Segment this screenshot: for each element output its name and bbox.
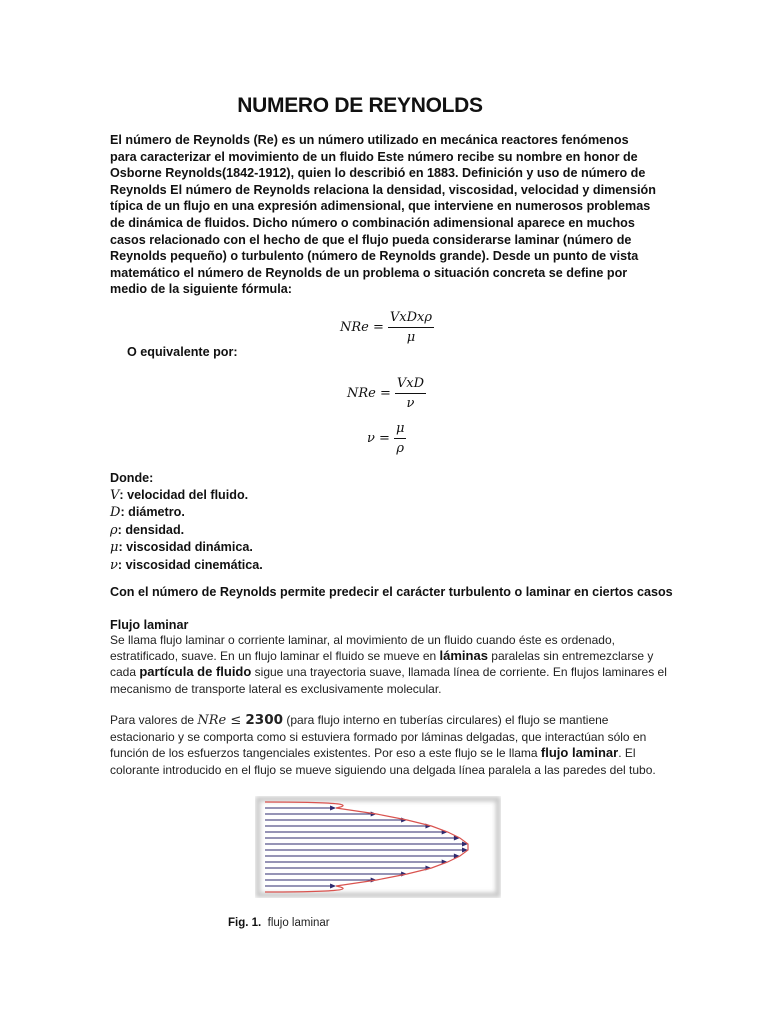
formula-lhs: NRe = bbox=[340, 320, 384, 335]
formula-numerator: VxDxρ bbox=[388, 310, 434, 328]
variable-item: μ: viscosidad dinámica. bbox=[110, 540, 253, 556]
intro-paragraph: El número de Reynolds (Re) es un número utilizado en mecánica reactores fenómenos para caracterizar el movimiento de un fluido Este número recibe su nombre en honor de Osborne Reynolds(1842-1912), quien lo describió en 1883. Definición y uso de número de Reynolds El número de Reynolds relaciona la densidad, viscosidad, velocidad y dimensión típica de un flujo en una expresión adimensional, que interviene en numerosos problemas de dinámica de fluidos. Dicho número o combinación adimensional aparece en muchos casos relacionado con el hecho de que el flujo pueda considerarse laminar (número de Reynolds pequeño) o turbulento (número de Reynolds grande). Desde un punto de vista matemático el número de Reynolds de un problema o situación concreta se define por medio de la siguiente fórmula: bbox=[110, 133, 656, 297]
variable-item: D: diámetro. bbox=[110, 505, 185, 521]
flow-arrow-head bbox=[330, 884, 336, 889]
formula-fraction bbox=[388, 310, 434, 345]
formula-fraction bbox=[394, 421, 406, 456]
laminar-paragraph-2: Para valores de NRe ≤ 2300 (para flujo interno en tuberías circulares) el flujo se mantiene estacionario y se comporta como si estuviera formado por láminas delgadas, que interactúan sólo en función de los esfuerzos tangenciales existentes. Por eso a este flujo se le llama flujo laminar. El colorante introducido en el flujo se mueve siguiendo una delgada línea paralela a las paredes del tubo. bbox=[110, 712, 656, 777]
reynolds-formula bbox=[340, 310, 434, 345]
formula-numerator: μ bbox=[394, 421, 406, 439]
kinematic-viscosity-formula bbox=[367, 421, 406, 456]
figure-frame bbox=[258, 799, 498, 895]
variables-list bbox=[110, 470, 263, 575]
formula-denominator: ν bbox=[406, 396, 415, 411]
formula-denominator: ρ bbox=[396, 441, 404, 456]
laminar-paragraph-1: Se llama flujo laminar o corriente laminar, al movimiento de un fluido cuando éste es ordenado, estratificado, suave. En un flujo laminar el fluido se mueve en láminas paralelas sin entremezclarse y cada partícula de fluido sigue una trayectoria suave, llamada línea de corriente. En flujos laminares el mecanismo de transporte lateral es exclusivamente molecular. bbox=[110, 633, 667, 696]
variable-item: ν: viscosidad cinemática. bbox=[110, 557, 263, 573]
formula-lhs: NRe = bbox=[347, 386, 391, 401]
formula-lhs: ν = bbox=[367, 431, 390, 446]
variable-item: ρ: densidad. bbox=[110, 522, 185, 538]
formula-fraction bbox=[395, 376, 426, 411]
equivalent-label: O equivalente por: bbox=[127, 345, 238, 359]
formula-denominator: μ bbox=[406, 330, 416, 345]
variable-item: V: velocidad del fluido. bbox=[110, 487, 249, 503]
turbulence-note: Con el número de Reynolds permite predecir el carácter turbulento o laminar en ciertos casos bbox=[110, 585, 673, 599]
figure-caption: Fig. 1. flujo laminar bbox=[228, 917, 330, 929]
laminar-flow-figure bbox=[255, 796, 501, 898]
formula-numerator: VxD bbox=[395, 376, 426, 394]
variables-heading: Donde: bbox=[110, 471, 154, 485]
section-heading-laminar: Flujo laminar bbox=[110, 618, 189, 632]
reynolds-formula-kinematic bbox=[347, 376, 426, 411]
velocity-profile-curve bbox=[265, 802, 468, 892]
flow-arrow-head bbox=[330, 806, 336, 811]
page-title: NUMERO DE REYNOLDS bbox=[237, 94, 483, 117]
